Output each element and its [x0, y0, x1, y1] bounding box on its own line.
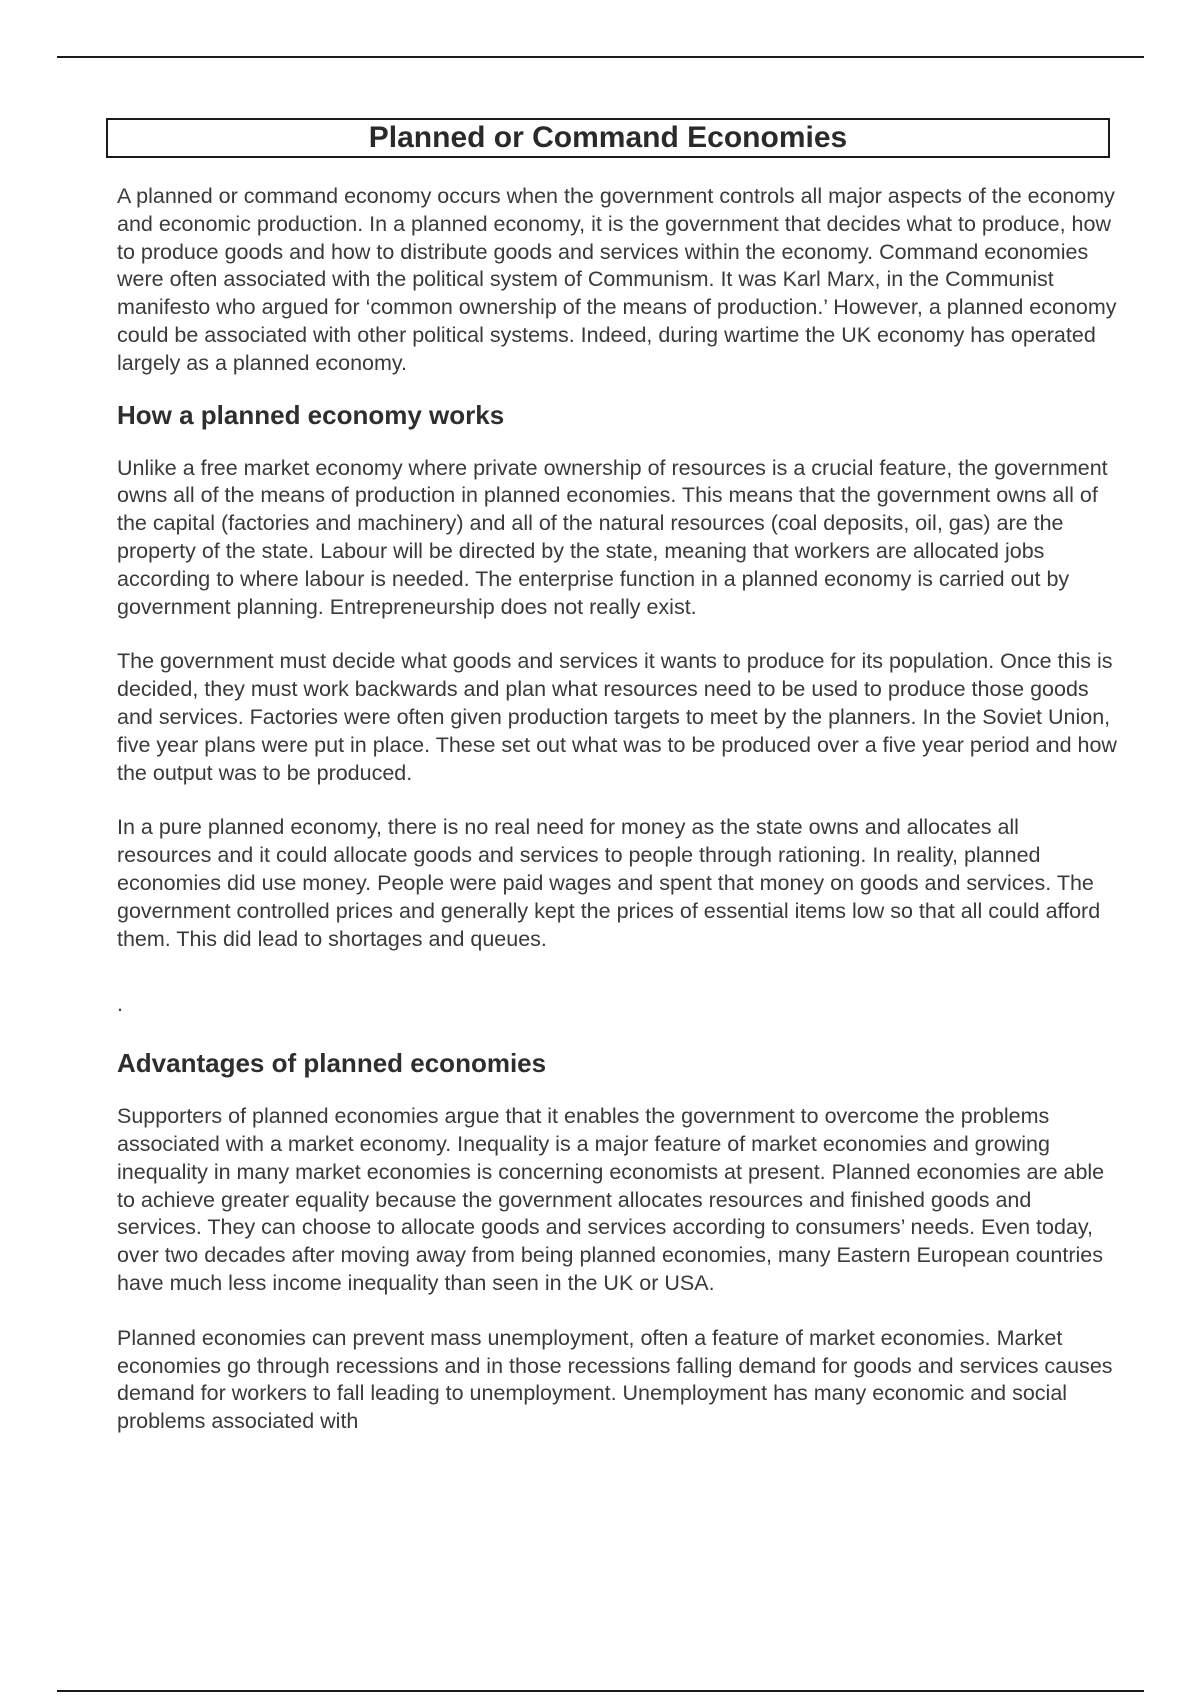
footer-rule: [57, 1690, 1144, 1692]
document-body: [117, 183, 1117, 1436]
paragraph-equality: Supporters of planned economies argue that it enables the government to overcome the problems associated with a market economy. Inequality is a major feature of market economies and growing inequality in many market economies is concerning economists at present. Planned economies are able to achieve greater equality because the government allocates resources and finished goods and services. They can choose to allocate goods and services according to consumers’ needs. Even today, over two decades after moving away from being planned economies, many Eastern European countries have much less income inequality than seen in the UK or USA.: [117, 1104, 1105, 1295]
intro-paragraph: A planned or command economy occurs when the government controls all major aspects of the economy and economic production. In a planned economy, it is the government that decides what to produce, how to produce goods and how to distribute goods and services within the economy. Command economies were often associated with the political system of Communism. It was Karl Marx, in the Communist manifesto who argued for ‘common ownership of the means of production.’ However, a planned economy could be associated with other political systems. Indeed, during wartime the UK economy has operated largely as a planned economy.: [117, 184, 1117, 375]
paragraph-ownership: Unlike a free market economy where private ownership of resources is a crucial feature, the government owns all of the means of production in planned economies. This means that the government owns all of the capital (factories and machinery) and all of the natural resources (coal deposits, oil, gas) are the property of the state. Labour will be directed by the state, meaning that workers are allocated jobs according to where labour is needed. The enterprise function in a planned economy is carried out by government planning. Entrepreneurship does not really exist.: [117, 455, 1108, 619]
paragraph-production-planning: The government must decide what goods and services it wants to produce for its population. Once this is decided, they must work backwards and plan what resources need to be used to produce those goods and services. Factories were often given production targets to meet by the planners. In the Soviet Union, five year plans were put in place. These set out what was to be produced over a five year period and how the output was to be produced.: [117, 649, 1117, 785]
paragraph-money: In a pure planned economy, there is no real need for money as the state owns and allocates all resources and it could allocate goods and services to people through rationing. In reality, planned economies did use money. People were paid wages and spent that money on goods and services. The government controlled prices and generally kept the prices of essential items low so that all could afford them. This did lead to shortages and queues.: [117, 815, 1101, 951]
section-heading-advantages: Advantages of planned economies: [117, 1048, 547, 1079]
paragraph-unemployment: Planned economies can prevent mass unemployment, often a feature of market economies. Market economies go through recessions and in those recessions falling demand for goods and services causes demand for workers to fall leading to unemployment. Unemployment has many economic and social problems associated with: [117, 1325, 1113, 1434]
section-heading-how-it-works: How a planned economy works: [117, 399, 505, 430]
title-box: [106, 118, 1110, 158]
document-title: Planned or Command Economies: [368, 121, 848, 154]
stray-mark: .: [117, 992, 123, 1017]
header-rule: [57, 56, 1144, 58]
